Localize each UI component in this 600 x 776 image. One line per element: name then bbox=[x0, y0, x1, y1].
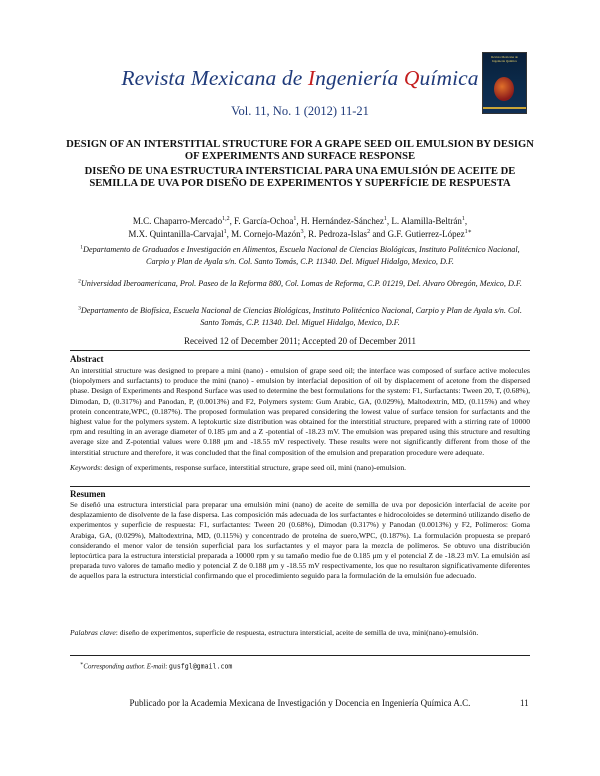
footnote-sep: : bbox=[165, 663, 169, 671]
resumen-text: Se diseñó una estructura intersticial para preparar una emulsión mini (nano) de aceite de semilla de uva por deposición interfacial de aceite por desplazamiento de disolvente de la fase dispersa. Las composición más adecuada de los surfactantes e hidrocoloides se determinó utilizando diseño de experimentos y superficie de respuesta: F1, surfactantes: Tween 20 (0.68%), Dimodan (0.317%) y Panodan (0.0013%) y F2, Polímeros: Goma Arabiga, GA, (0.029%), Maltodextrina, MD, (0.115%) y concentrado de proteína de suero,WPC, (0.187%). La formulación propuesta se preparó considerando el menor valor de tensión superficial para los surfactantes y el mayor para la mezcla de polímeros. Se obtuvo una distribución leptocúrtica para la estructura intersticial preparada a 10000 rpm y su tamaño medio fue de 0.185 μm y el potencial Z de -18.23 mV. La emulsión así preparada tuvo valores de tamaño medio y potencial Z de 0.188 μm y -18.55 mV respectivamente, los que no resultaron significativamente diferentes de aquellos para la estructura intersticial confirmando que el procedimiento seguido para la formulación de la emulsión fue adecuado. bbox=[70, 500, 530, 581]
journal-title-part3: uímica bbox=[419, 66, 479, 90]
divider bbox=[70, 655, 530, 656]
palabras-clave-label: Palabras clave bbox=[70, 628, 116, 637]
author: F. García-Ochoa$^1$, bbox=[234, 216, 301, 226]
affiliation-3 bbox=[75, 305, 525, 328]
keywords-label: Keywords bbox=[70, 463, 101, 472]
author-list bbox=[50, 215, 550, 241]
page-number: 11 bbox=[520, 698, 529, 708]
publisher-footer: Publicado por la Academia Mexicana de Investigación y Docencia en Ingeniería Química A.C. bbox=[129, 698, 471, 708]
author: M. Cornejo-Mazón$^3$, bbox=[231, 229, 309, 239]
author: M.C. Chaparro-Mercado$^{1,2}$, bbox=[132, 216, 235, 226]
cover-title: Revista Mexicana de Ingeniería Química bbox=[491, 55, 518, 63]
author-email: gusfgl@gmail.com bbox=[168, 662, 233, 671]
keywords-text: : design of experiments, response surface, interstitial structure, grape seed oil, mini (nano)-emulsion. bbox=[100, 463, 407, 472]
affiliation-text: Departamento de Graduados e Investigación en Alimentos, Escuela Nacional de Ciencias Biológicas, Instituto Politécnico Nacional, Carpio y Plan de Ayala s/n. Col. Santo Tomás, C.P. 11340. Del. Miguel Hidalgo, Mexico, D.F. bbox=[83, 245, 520, 266]
keywords bbox=[70, 463, 530, 473]
journal-title-initial-i: I bbox=[307, 66, 316, 90]
received-dates: Received 12 of December 2011; Accepted 20 of December 2011 bbox=[184, 336, 416, 346]
divider bbox=[70, 486, 530, 487]
journal-title-part2: ngeniería bbox=[315, 66, 404, 90]
affiliation-number: 1 bbox=[80, 244, 84, 251]
volume-info: Vol. 11, No. 1 (2012) 11-21 bbox=[231, 104, 369, 118]
palabras-clave bbox=[70, 628, 530, 638]
author: L. Alamilla-Beltrán$^1$, bbox=[391, 216, 468, 226]
affiliation-1 bbox=[75, 244, 525, 267]
cover-graphic bbox=[494, 77, 514, 101]
resumen-heading: Resumen bbox=[70, 489, 106, 499]
footnote-label: Corresponding author. E-mail bbox=[83, 663, 166, 671]
affiliation-2 bbox=[75, 278, 525, 290]
author: R. Pedroza-Islas$^2$ and bbox=[308, 229, 388, 239]
paper-title-english: DESIGN OF AN INTERSTITIAL STRUCTURE FOR A GRAPE SEED OIL EMULSION BY DESIGN OF EXPERIMENTS AND SURFACE RESPONSE bbox=[66, 139, 534, 162]
affiliation-text: Departamento de Biofísica, Escuela Nacional de Ciencias Biológicas, Instituto Politécnico Nacional, Carpio y Plan de Ayala s/n. Col. Santo Tomás, C.P. 11340. Del. Miguel Hidalgo, Mexico, D.F. bbox=[80, 306, 522, 327]
author: G.F. Gutierrez-López$^{1∗}$ bbox=[387, 229, 472, 239]
affiliation-number: 2 bbox=[78, 278, 81, 285]
affiliation-number: 3 bbox=[78, 305, 81, 312]
corresponding-author-footnote bbox=[80, 661, 232, 670]
footnote-mark: ∗ bbox=[80, 662, 84, 667]
journal-title-initial-q: Q bbox=[403, 66, 420, 90]
paper-title-spanish: DISEÑO DE UNA ESTRUCTURA INTERSTICIAL PARA UNA EMULSIÓN DE ACEITE DE SEMILLA DE UVA POR DISEÑO DE EXPERIMENTOS Y SUPERFÍCIE DE RESPUESTA bbox=[84, 166, 516, 189]
divider bbox=[70, 350, 530, 351]
abstract-text: An interstitial structure was designed to prepare a mini (nano) - emulsion of grape seed oil; the interface was composed of surface active molecules (biopolymers and surfactants) to produce the mini (nano) - emulsion by interfacial deposition of oil by displacement of acetone from the dispersed phase. Design of Experiments and Respond Surface was used to determine the best formulations for the system: F1, Surfactants: Tween 20, T, (0.68%), Dimodan, D, (0.317%) and Panodan, P, (0.0013%) and F2, Polymers system: Gum Arabic, GA, (0.029%), Maltodextrin, MD, (0.115%) and whey protein concentrate,WPC, (0.187%). The proposed formulation was prepared considering the lowest value of surface tension for surfactants and the highest value for the polymers system. A leptokurtic size distribution was obtained for the interstitial structure, prepared with a stirring rate of 10000 rpm and resulting in an average diameter of 0.185 μm and a Z -potential of -18.23 mV. The emulsion was prepared using this structure and resulting average size and Z-potential values were 0.188 μm and -18.55 mV respectively. These results were not significantly different from those of the interstitial structure and therefore, it was concluded that the final composition of the emulsion and preparation procedure were adequate. bbox=[70, 366, 530, 457]
palabras-clave-text: : diseño de experimentos, superficie de respuesta, estructura intersticial, aceite de semilla de uva, mini(nano)-emulsión. bbox=[115, 628, 479, 637]
abstract-heading: Abstract bbox=[70, 354, 104, 364]
author: M.X. Quintanilla-Carvajal$^1$, bbox=[128, 229, 232, 239]
affiliation-text: Universidad Iberoamericana, Prol. Paseo de la Reforma 880, Col. Lomas de Reforma, C.P. 01219, Del. Alvaro Obregón, Mexico, D.F. bbox=[80, 279, 522, 288]
journal-title-part1: Revista Mexicana de bbox=[121, 66, 308, 90]
author: H. Hernández-Sánchez$^1$, bbox=[300, 216, 392, 226]
